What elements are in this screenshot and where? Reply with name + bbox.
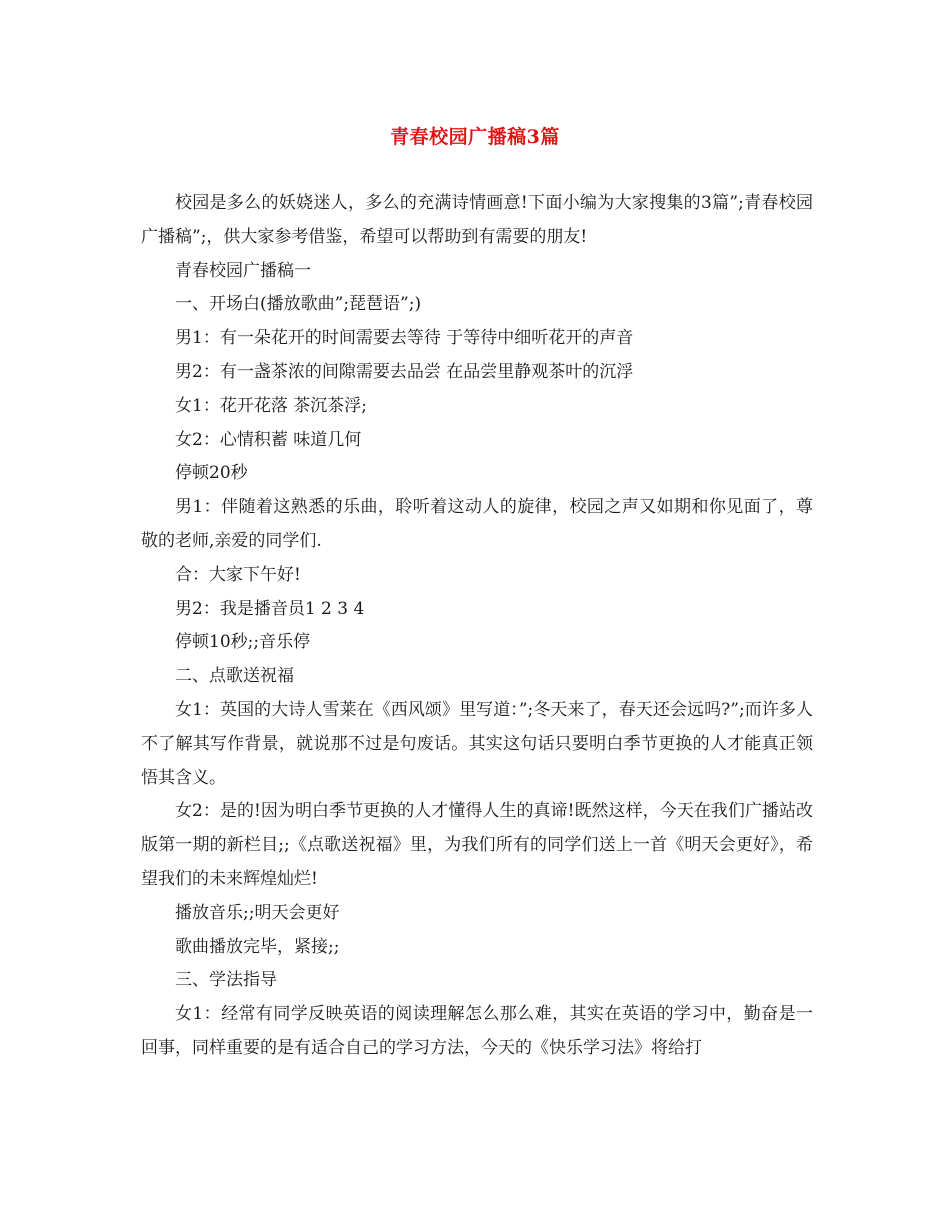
- paragraph-line: 女2：心情积蓄 味道几何: [175, 429, 362, 450]
- paragraph-line: 女1：英国的大诗人雪莱在《西风颂》里写道：”;冬天来了，春天还会远吗?”;而许多人不了解其写作背景，就说那不过是句废话。其实这句话只要明白季节更换的人才能真正领悟其含义。: [141, 699, 813, 788]
- paragraph-section-study: 三、学法指导: [175, 970, 277, 991]
- paragraph-line: 合：大家下午好!: [175, 564, 301, 585]
- document-title: 青春校园广播稿3篇: [390, 126, 560, 148]
- paragraph-intro: 校园是多么的妖娆迷人，多么的充满诗情画意!下面小编为大家搜集的3篇”;青春校园广播稿”;，供大家参考借鉴，希望可以帮助到有需要的朋友!: [141, 193, 813, 247]
- paragraph-line: 男1：伴随着这熟悉的乐曲，聆听着这动人的旋律，校园之声又如期和你见面了，尊敬的老师,亲爱的同学们.: [141, 497, 813, 551]
- document-body: [141, 187, 813, 1066]
- paragraph-line: 男1：有一朵花开的时间需要去等待 于等待中细听花开的声音: [175, 328, 634, 349]
- paragraph-line: 歌曲播放完毕，紧接;;: [175, 936, 340, 957]
- paragraph-line: 播放音乐;;明天会更好: [175, 902, 340, 923]
- paragraph-line: 女1：经常有同学反映英语的阅读理解怎么那么难，其实在英语的学习中，勤奋是一回事，同样重要的是有适合自己的学习方法，今天的《快乐学习法》将给打: [141, 1004, 813, 1058]
- paragraph-section-opening: 一、开场白(播放歌曲”;琵琶语”;): [175, 294, 422, 315]
- paragraph-line: 停顿20秒: [175, 463, 248, 484]
- paragraph-line: 女2：是的!因为明白季节更换的人才懂得人生的真谛!既然这样，今天在我们广播站改版第一期的新栏目;;《点歌送祝福》里，为我们所有的同学们送上一首《明天会更好》，希望我们的未来辉煌灿烂!: [141, 801, 813, 889]
- paragraph-line: 男2：我是播音员1 2 3 4: [175, 598, 365, 619]
- paragraph-line: 停顿10秒;;音乐停: [175, 632, 311, 653]
- paragraph-heading-one: 青春校园广播稿一: [175, 260, 311, 281]
- paragraph-line: 男2：有一盏茶浓的间隙需要去品尝 在品尝里静观茶叶的沉浮: [175, 361, 634, 382]
- paragraph-line: 女1：花开花落 茶沉茶浮;: [175, 395, 367, 416]
- paragraph-section-song: 二、点歌送祝福: [175, 666, 294, 687]
